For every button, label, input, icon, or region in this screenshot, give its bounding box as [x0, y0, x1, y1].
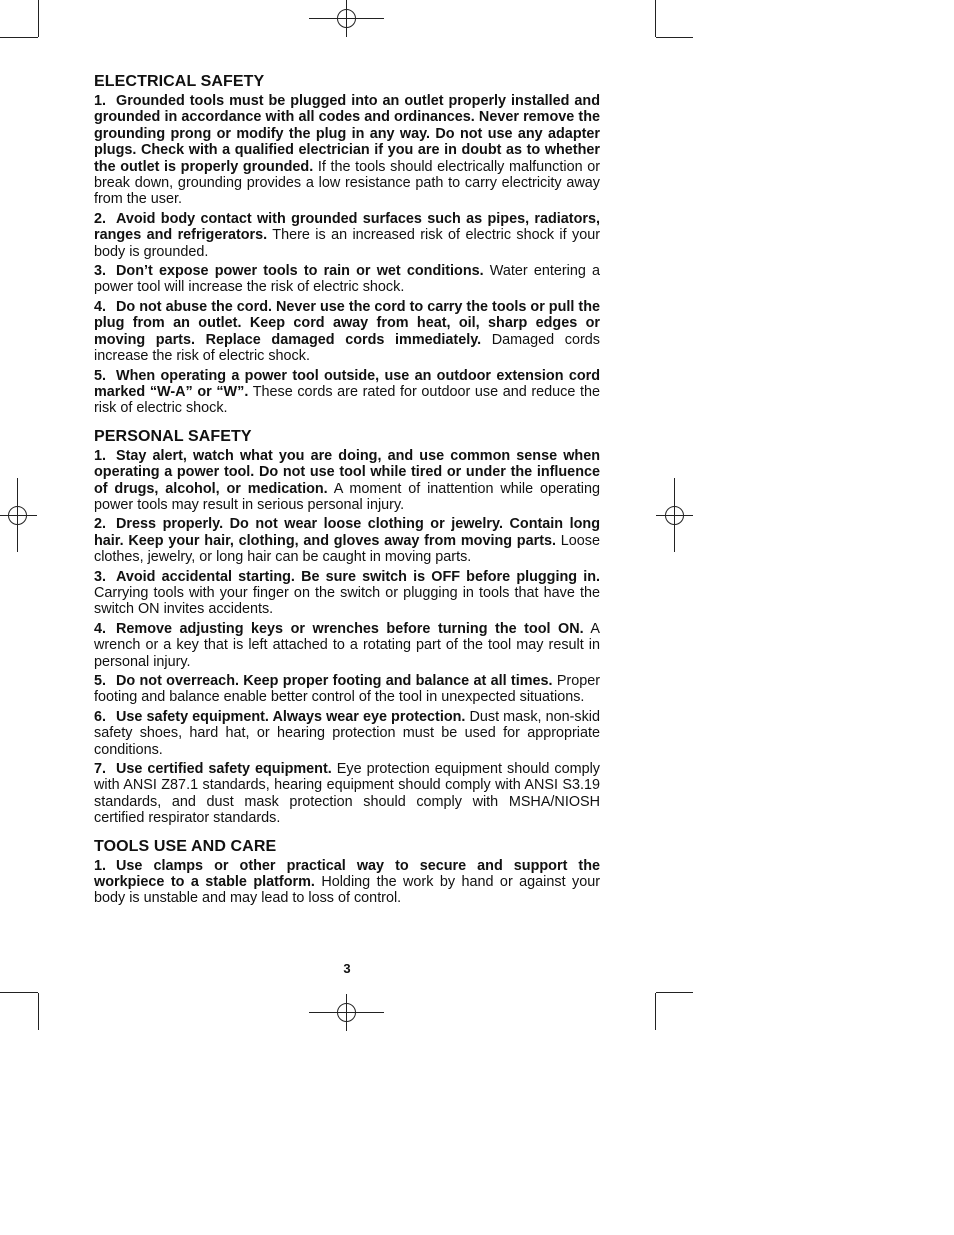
list-item: 1. Use clamps or other practical way to secure and support the workpiece to a stable platform. Holding the work by hand or against your body is unstable and may lead to loss of control. [94, 857, 601, 907]
section-title: ELECTRICAL SAFETY [94, 73, 265, 90]
list-item: 1. Grounded tools must be plugged into an outlet properly installed and grounded in accordance with all codes and ordinances. Never remove the grounding prong or modify the plug in any way. Do not use any adapter plugs. Check with a qualified electrician if you are in doubt as to whether the outlet is properly grounded. If the tools should electrically malfunction or break down, grounding provides a low resistance path to carry electricity away from the user. [94, 93, 600, 208]
list-item: 4. Remove adjusting keys or wrenches before turning the tool ON. A wrench or a key that is left attached to a rotating part of the tool may result in personal injury. [94, 620, 600, 670]
page-content [94, 72, 600, 910]
list-item: 7. Use certified safety equipment. Eye protection equipment should comply with ANSI Z87.1 standards, hearing equipment should comply with ANSI S3.19 standards, and dust mask protection should comply with MSHA/NIOSH certified respirator standards. [94, 761, 600, 827]
list-item: 2. Avoid body contact with grounded surfaces such as pipes, radiators, ranges and refrigerators. There is an increased risk of electric shock if your body is grounded. [94, 210, 600, 260]
list-item: 3. Avoid accidental starting. Be sure switch is OFF before plugging in. Carrying tools with your finger on the switch or plugging in tools that have the switch ON invites accidents. [94, 568, 600, 618]
registration-mark-bottom [309, 994, 384, 1031]
section-electrical-safety [94, 72, 600, 417]
section-tools-use-and-care [94, 837, 600, 907]
registration-mark-top [309, 0, 384, 37]
list-item: 5. When operating a power tool outside, use an outdoor extension cord marked “W-A” or “W”. These cords are rated for outdoor use and reduce the risk of electric shock. [94, 367, 600, 417]
list-item: 2. Dress properly. Do not wear loose clothing or jewelry. Contain long hair. Keep your hair, clothing, and gloves away from moving parts. Loose clothes, jewelry, or long hair can be caught in moving parts. [94, 516, 600, 566]
list-item: 1. Stay alert, watch what you are doing, and use common sense when operating a power tool. Do not use tool while tired or under the influence of drugs, alcohol, or medication. A moment of inattention while operating power tools may result in serious personal injury. [94, 447, 600, 513]
section-title: TOOLS USE AND CARE [94, 837, 277, 855]
page-number: 3 [343, 961, 351, 976]
list-item: 5. Do not overreach. Keep proper footing and balance at all times. Proper footing and balance enable better control of the tool in unexpected situations. [94, 673, 601, 706]
list-item: 4. Do not abuse the cord. Never use the cord to carry the tools or pull the plug from an outlet. Keep cord away from heat, oil, sharp edges or moving parts. Replace damaged cords immediately. Damaged cords increase the risk of electric shock. [94, 298, 600, 365]
registration-mark-right [656, 478, 693, 552]
list-item: 3. Don’t expose power tools to rain or wet conditions. Water entering a power tool will increase the risk of electric shock. [94, 263, 600, 296]
list-item: 6. Use safety equipment. Always wear eye protection. Dust mask, non-skid safety shoes, hard hat, or hearing protection must be used for appropriate conditions. [94, 708, 601, 758]
section-personal-safety [94, 427, 600, 827]
registration-mark-left [0, 478, 37, 552]
section-title: PERSONAL SAFETY [94, 427, 252, 445]
